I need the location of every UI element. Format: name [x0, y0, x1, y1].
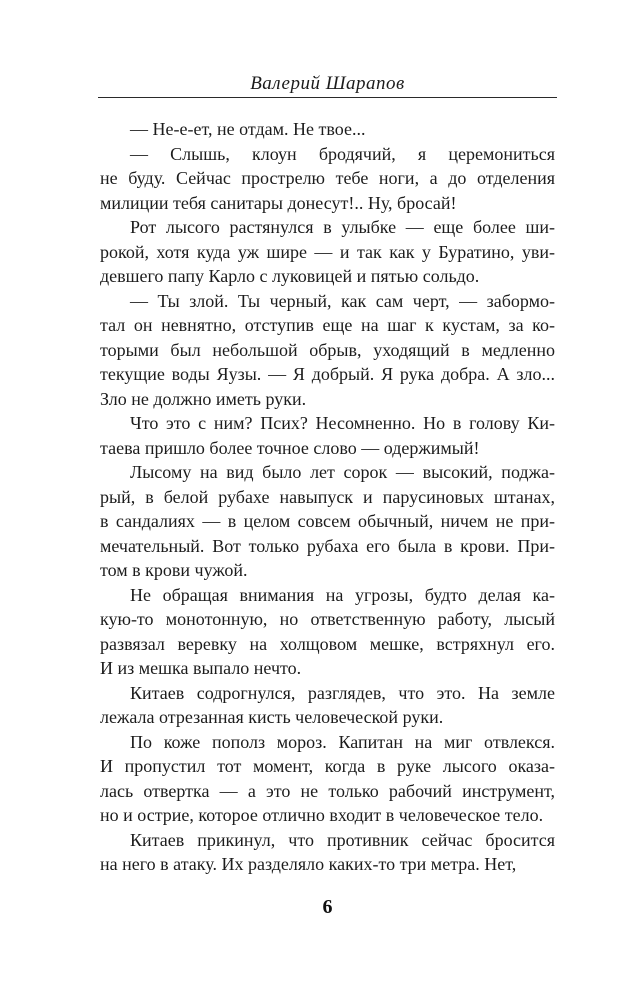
- running-header-author: Валерий Шарапов: [250, 73, 405, 94]
- text-line: Лысому на вид было лет сорок — высокий, поджа-: [130, 462, 555, 482]
- text-line: Китаев прикинул, что противник сейчас бросится: [130, 829, 555, 850]
- text-line: И пропустил тот момент, когда в руке лысого оказа-: [100, 756, 555, 776]
- text-line: И из мешка выпало нечто.: [100, 658, 302, 678]
- text-line: рый, в белой рубахе навыпуск и парусиновых штанах,: [100, 486, 555, 507]
- header-rule: [98, 97, 557, 98]
- text-line: Что это с ним? Псих? Несомненно. Но в голову Ки-: [130, 413, 555, 433]
- text-column: [100, 0, 555, 1000]
- text-line: торыми был небольшой обрыв, уходящий в медленно: [100, 339, 555, 360]
- text-line: таева пришло более точное слово — одержимый!: [100, 437, 480, 458]
- text-line: на него в атаку. Их разделяло каких-то три метра. Нет,: [100, 854, 517, 874]
- text-line: По коже пополз мороз. Капитан на миг отвлекся.: [130, 731, 555, 752]
- page-number: 6: [322, 896, 333, 918]
- text-line: — Не-е-ет, не отдам. Не твое...: [130, 119, 366, 139]
- text-line: Китаев содрогнулся, разглядев, что это. На земле: [130, 682, 555, 703]
- text-line: но и острие, которое отлично входит в человеческое тело.: [100, 805, 544, 825]
- text-line: том в крови чужой.: [100, 560, 248, 580]
- text-line: лежала отрезанная кисть человеческой руки.: [100, 707, 444, 727]
- text-line: в сандалиях — в целом совсем обычный, ничем не при-: [100, 511, 555, 531]
- text-line: не буду. Сейчас прострелю тебе ноги, а до отделения: [100, 168, 555, 188]
- text-line: лась отвертка — а это не только рабочий инструмент,: [100, 780, 555, 801]
- text-line: — Ты злой. Ты черный, как сам черт, — забормо-: [130, 290, 555, 311]
- text-line: текущие воды Яузы. — Я добрый. Я рука добра. А зло...: [100, 364, 555, 384]
- text-line: — Слышь, клоун бродячий, я церемониться: [130, 143, 555, 164]
- text-line: Рот лысого растянулся в улыбке — еще более ши-: [130, 217, 555, 237]
- text-line: Не обращая внимания на угрозы, будто делая ка-: [130, 584, 555, 605]
- text-line: тал он невнятно, отступив еще на шаг к кустам, за ко-: [100, 315, 555, 335]
- text-line: кую-то монотонную, но ответственную работу, лысый: [100, 609, 555, 629]
- text-line: Зло не должно иметь руки.: [100, 388, 307, 409]
- text-line: развязал веревку на холщовом мешке, встряхнул его.: [100, 633, 555, 654]
- page-text: [100, 117, 555, 877]
- text-line: мечательный. Вот только рубаха его была в крови. При-: [100, 535, 555, 556]
- text-line: девшего папу Карло с луковицей и пятью сольдо.: [100, 266, 480, 286]
- text-line: рокой, хотя куда уж шире — и так как у Буратино, уви-: [100, 241, 555, 262]
- text-line: милиции тебя санитары донесут!.. Ну, бросай!: [100, 192, 457, 213]
